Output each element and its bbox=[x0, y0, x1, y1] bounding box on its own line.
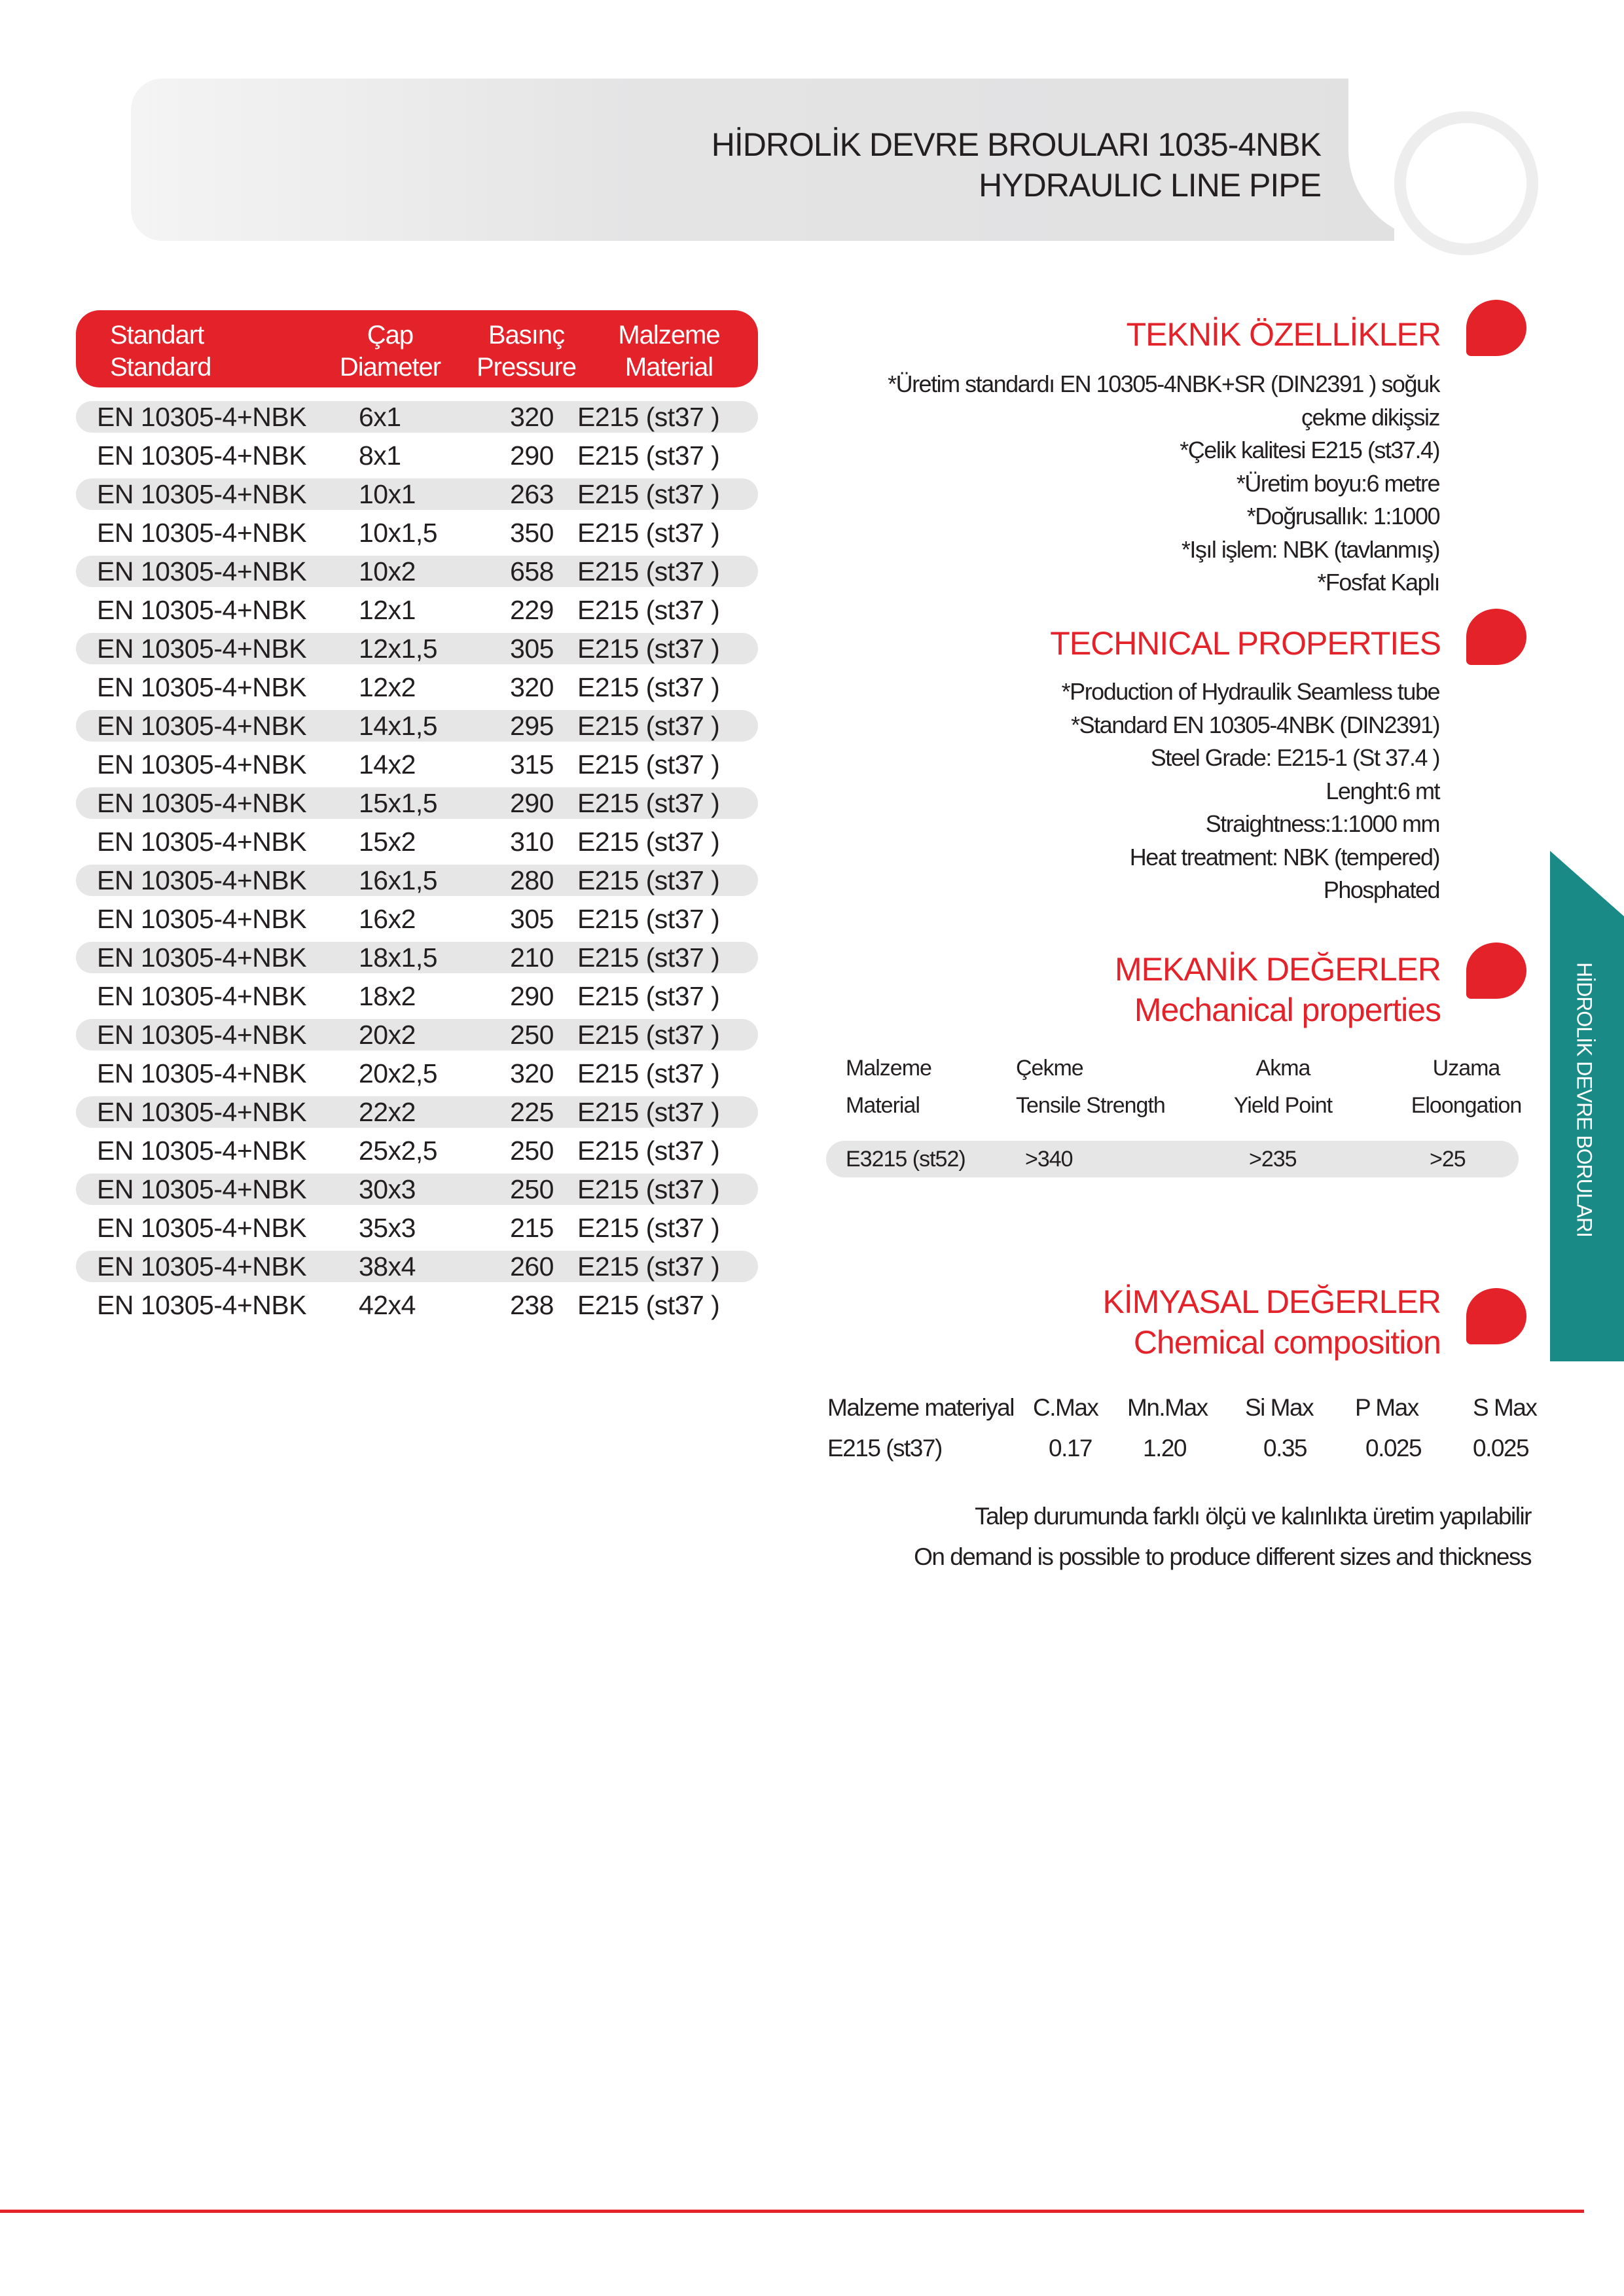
spec-line: *Production of Hydraulik Seamless tube bbox=[1061, 678, 1439, 705]
table-row bbox=[76, 630, 758, 669]
cell-material: E215 (st37 ) bbox=[577, 479, 720, 509]
spec-line: *Fosfat Kaplı bbox=[1317, 569, 1439, 596]
cell-pressure: 320 bbox=[510, 672, 554, 702]
cell-pressure: 250 bbox=[510, 1136, 554, 1166]
cell-material: E215 (st37 ) bbox=[577, 556, 720, 586]
cell-material: E215 (st37 ) bbox=[577, 440, 720, 471]
cell-diameter: 18x1,5 bbox=[359, 942, 438, 973]
cell-material: E215 (st37 ) bbox=[577, 595, 720, 625]
cell-material: E215 (st37 ) bbox=[577, 1213, 720, 1243]
cell-material: E215 (st37 ) bbox=[577, 1290, 720, 1320]
table-row bbox=[76, 399, 758, 437]
col-material: Malzeme Material bbox=[618, 321, 720, 382]
cell-pressure: 295 bbox=[510, 711, 554, 741]
teknik-heading: TEKNİK ÖZELLİKLER bbox=[1126, 316, 1441, 353]
cell-standard: EN 10305-4+NBK bbox=[97, 981, 307, 1011]
cell-material: E215 (st37 ) bbox=[577, 634, 720, 664]
cell-material: E215 (st37 ) bbox=[577, 1136, 720, 1166]
side-tab-label: HİDROLİK DEVRE BORULARI bbox=[1572, 962, 1597, 1237]
cell-diameter: 20x2 bbox=[359, 1020, 416, 1050]
cell-standard: EN 10305-4+NBK bbox=[97, 595, 307, 625]
cell-material: E215 (st37 ) bbox=[577, 1251, 720, 1282]
spec-line: *Çelik kalitesi E215 (st37.4) bbox=[1180, 437, 1439, 463]
table-row bbox=[76, 939, 758, 978]
chem-header-mn: Mn.Max bbox=[1127, 1394, 1208, 1421]
cell-diameter: 20x2,5 bbox=[359, 1058, 438, 1088]
cell-pressure: 225 bbox=[510, 1097, 554, 1127]
chem-header-c: C.Max bbox=[1033, 1394, 1098, 1421]
cell-material: E215 (st37 ) bbox=[577, 402, 720, 432]
table-row bbox=[76, 1287, 758, 1325]
cell-material: E215 (st37 ) bbox=[577, 749, 720, 780]
cell-standard: EN 10305-4+NBK bbox=[97, 518, 307, 548]
table-row bbox=[76, 785, 758, 823]
mech-col-material: Malzeme Material bbox=[846, 1056, 931, 1118]
cell-diameter: 38x4 bbox=[359, 1251, 416, 1282]
cell-diameter: 14x2 bbox=[359, 749, 416, 780]
mechanical-heading-en: Mechanical properties bbox=[1134, 992, 1441, 1028]
cell-diameter: 8x1 bbox=[359, 440, 401, 471]
cell-material: E215 (st37 ) bbox=[577, 788, 720, 818]
pipe-table-header bbox=[76, 310, 758, 387]
cell-standard: EN 10305-4+NBK bbox=[97, 904, 307, 934]
cell-standard: EN 10305-4+NBK bbox=[97, 402, 307, 432]
cell-standard: EN 10305-4+NBK bbox=[97, 479, 307, 509]
cell-pressure: 260 bbox=[510, 1251, 554, 1282]
mech-value-yield: >235 bbox=[1249, 1147, 1297, 1172]
spec-line: Phosphated bbox=[1323, 876, 1439, 903]
cell-standard: EN 10305-4+NBK bbox=[97, 1097, 307, 1127]
cell-diameter: 12x1,5 bbox=[359, 634, 438, 664]
cell-pressure: 210 bbox=[510, 942, 554, 973]
cell-pressure: 280 bbox=[510, 865, 554, 895]
cell-pressure: 658 bbox=[510, 556, 554, 586]
cell-pressure: 305 bbox=[510, 634, 554, 664]
table-row bbox=[76, 669, 758, 708]
cell-material: E215 (st37 ) bbox=[577, 865, 720, 895]
chem-header-p: P Max bbox=[1355, 1394, 1418, 1421]
speech-bubble-icon bbox=[1466, 942, 1526, 999]
note-tr: Talep durumunda farklı ölçü ve kalınlıkta üretim yapılabilir bbox=[975, 1503, 1531, 1530]
page-title bbox=[712, 124, 1321, 206]
table-row bbox=[76, 476, 758, 514]
speech-bubble-icon bbox=[1466, 300, 1526, 356]
cell-diameter: 25x2,5 bbox=[359, 1136, 438, 1166]
table-row bbox=[76, 708, 758, 746]
cell-pressure: 263 bbox=[510, 479, 554, 509]
cell-material: E215 (st37 ) bbox=[577, 827, 720, 857]
cell-diameter: 42x4 bbox=[359, 1290, 416, 1320]
note-en: On demand is possible to produce different sizes and thickness bbox=[914, 1543, 1531, 1570]
page-title-tr: HİDROLİK DEVRE BROULARI 1035-4NBK bbox=[711, 126, 1321, 163]
cell-diameter: 6x1 bbox=[359, 402, 401, 432]
table-row bbox=[76, 823, 758, 862]
mech-col-tensile: Çekme Tensile Strength bbox=[1016, 1056, 1165, 1118]
cell-standard: EN 10305-4+NBK bbox=[97, 749, 307, 780]
cell-pressure: 315 bbox=[510, 749, 554, 780]
cell-standard: EN 10305-4+NBK bbox=[97, 1174, 307, 1204]
cell-standard: EN 10305-4+NBK bbox=[97, 672, 307, 702]
cell-material: E215 (st37 ) bbox=[577, 981, 720, 1011]
spec-line: Straightness:1:1000 mm bbox=[1205, 810, 1439, 837]
mech-value-tensile: >340 bbox=[1025, 1147, 1073, 1172]
cell-diameter: 15x2 bbox=[359, 827, 416, 857]
cell-standard: EN 10305-4+NBK bbox=[97, 1251, 307, 1282]
cell-diameter: 16x1,5 bbox=[359, 865, 438, 895]
table-row bbox=[76, 746, 758, 785]
spec-line: *Üretim boyu:6 metre bbox=[1236, 469, 1439, 497]
cell-pressure: 229 bbox=[510, 595, 554, 625]
cell-material: E215 (st37 ) bbox=[577, 1097, 720, 1127]
cell-material: E215 (st37 ) bbox=[577, 904, 720, 934]
table-row bbox=[76, 553, 758, 592]
cell-diameter: 15x1,5 bbox=[359, 788, 438, 818]
cell-pressure: 310 bbox=[510, 827, 554, 857]
mech-value-elongation: >25 bbox=[1430, 1147, 1466, 1172]
mech-col-elongation: Uzama Eloongation bbox=[1411, 1056, 1522, 1118]
cell-diameter: 10x1 bbox=[359, 479, 416, 509]
chemical-heading-tr: KİMYASAL DEĞERLER bbox=[1102, 1283, 1441, 1320]
cell-standard: EN 10305-4+NBK bbox=[97, 865, 307, 895]
cell-material: E215 (st37 ) bbox=[577, 1174, 720, 1204]
cell-standard: EN 10305-4+NBK bbox=[97, 1136, 307, 1166]
cell-pressure: 215 bbox=[510, 1213, 554, 1243]
chem-header-s: S Max bbox=[1473, 1394, 1537, 1421]
col-diameter: Çap Diameter bbox=[339, 321, 441, 382]
table-row bbox=[76, 1210, 758, 1248]
table-row bbox=[76, 1171, 758, 1210]
table-row bbox=[76, 901, 758, 939]
cell-standard: EN 10305-4+NBK bbox=[97, 942, 307, 973]
chem-value-p: 0.025 bbox=[1365, 1435, 1422, 1462]
cell-diameter: 18x2 bbox=[359, 981, 416, 1011]
cell-material: E215 (st37 ) bbox=[577, 942, 720, 973]
cell-standard: EN 10305-4+NBK bbox=[97, 827, 307, 857]
technical-spec-list bbox=[1062, 675, 1439, 907]
cell-standard: EN 10305-4+NBK bbox=[97, 711, 307, 741]
chem-value-s: 0.025 bbox=[1473, 1435, 1529, 1462]
cell-material: E215 (st37 ) bbox=[577, 1020, 720, 1050]
cell-standard: EN 10305-4+NBK bbox=[97, 1058, 307, 1088]
cell-diameter: 12x1 bbox=[359, 595, 416, 625]
table-row bbox=[76, 437, 758, 476]
cell-standard: EN 10305-4+NBK bbox=[97, 1213, 307, 1243]
cell-diameter: 22x2 bbox=[359, 1097, 416, 1127]
technical-heading: TECHNICAL PROPERTIES bbox=[1050, 625, 1441, 662]
cell-diameter: 30x3 bbox=[359, 1174, 416, 1204]
chem-value-mn: 1.20 bbox=[1143, 1435, 1187, 1462]
cell-standard: EN 10305-4+NBK bbox=[97, 556, 307, 586]
cell-diameter: 14x1,5 bbox=[359, 711, 438, 741]
table-row bbox=[76, 1248, 758, 1287]
pipe-table-body bbox=[76, 399, 758, 1325]
chem-header-si: Si Max bbox=[1245, 1394, 1314, 1421]
cell-diameter: 10x2 bbox=[359, 556, 416, 586]
cell-standard: EN 10305-4+NBK bbox=[97, 1020, 307, 1050]
cell-pressure: 350 bbox=[510, 518, 554, 548]
chemical-heading bbox=[1103, 1282, 1441, 1363]
spec-line: *Standard EN 10305-4NBK (DIN2391) bbox=[1071, 711, 1439, 738]
table-row bbox=[76, 1094, 758, 1132]
cell-pressure: 290 bbox=[510, 788, 554, 818]
spec-line: *Üretim standardı EN 10305-4NBK+SR (DIN2391 ) soğuk bbox=[888, 370, 1439, 397]
cell-standard: EN 10305-4+NBK bbox=[97, 1290, 307, 1320]
cell-pressure: 305 bbox=[510, 904, 554, 934]
teknik-spec-list bbox=[888, 368, 1439, 600]
cell-material: E215 (st37 ) bbox=[577, 711, 720, 741]
table-row bbox=[76, 1055, 758, 1094]
spec-line: *Doğrusallık: 1:1000 bbox=[1246, 503, 1439, 529]
cell-pressure: 238 bbox=[510, 1290, 554, 1320]
logo-emblem-icon bbox=[1394, 111, 1538, 255]
spec-line: Steel Grade: E215-1 (St 37.4 ) bbox=[1150, 744, 1439, 771]
chem-value-material: E215 (st37) bbox=[827, 1435, 942, 1462]
col-standard: Standart Standard bbox=[110, 321, 211, 382]
table-row bbox=[76, 592, 758, 630]
cell-standard: EN 10305-4+NBK bbox=[97, 788, 307, 818]
cell-pressure: 250 bbox=[510, 1174, 554, 1204]
chem-value-c: 0.17 bbox=[1049, 1435, 1092, 1462]
cell-pressure: 320 bbox=[510, 1058, 554, 1088]
cell-pressure: 290 bbox=[510, 440, 554, 471]
col-pressure: Basınç Pressure bbox=[476, 321, 577, 382]
spec-line: Lenght:6 mt bbox=[1326, 777, 1439, 804]
table-row bbox=[76, 978, 758, 1016]
spec-line: *Işıl işlem: NBK (tavlanmış) bbox=[1181, 535, 1439, 563]
table-row bbox=[76, 514, 758, 553]
cell-diameter: 10x1,5 bbox=[359, 518, 438, 548]
mechanical-heading bbox=[1115, 949, 1441, 1030]
chem-value-si: 0.35 bbox=[1263, 1435, 1307, 1462]
chem-header-material: Malzeme materiyal bbox=[827, 1394, 1014, 1421]
spec-line: Heat treatment: NBK (tempered) bbox=[1129, 843, 1439, 870]
spec-line: çekme dikişsiz bbox=[1301, 403, 1439, 431]
cell-standard: EN 10305-4+NBK bbox=[97, 634, 307, 664]
cell-diameter: 35x3 bbox=[359, 1213, 416, 1243]
cell-standard: EN 10305-4+NBK bbox=[97, 440, 307, 471]
cell-pressure: 250 bbox=[510, 1020, 554, 1050]
speech-bubble-icon bbox=[1466, 609, 1526, 665]
cell-diameter: 12x2 bbox=[359, 672, 416, 702]
mechanical-heading-tr: MEKANİK DEĞERLER bbox=[1114, 951, 1441, 988]
mech-value-material: E3215 (st52) bbox=[846, 1147, 965, 1172]
cell-material: E215 (st37 ) bbox=[577, 1058, 720, 1088]
cell-pressure: 320 bbox=[510, 402, 554, 432]
cell-pressure: 290 bbox=[510, 981, 554, 1011]
page-title-en: HYDRAULIC LINE PIPE bbox=[979, 167, 1321, 204]
cell-material: E215 (st37 ) bbox=[577, 518, 720, 548]
chemical-heading-en: Chemical composition bbox=[1133, 1324, 1441, 1361]
speech-bubble-icon bbox=[1466, 1288, 1526, 1344]
mech-col-yield: Akma Yield Point bbox=[1233, 1056, 1333, 1118]
table-row bbox=[76, 1016, 758, 1055]
cell-material: E215 (st37 ) bbox=[577, 672, 720, 702]
cell-diameter: 16x2 bbox=[359, 904, 416, 934]
footer-divider bbox=[0, 2210, 1584, 2213]
table-row bbox=[76, 862, 758, 901]
table-row bbox=[76, 1132, 758, 1171]
